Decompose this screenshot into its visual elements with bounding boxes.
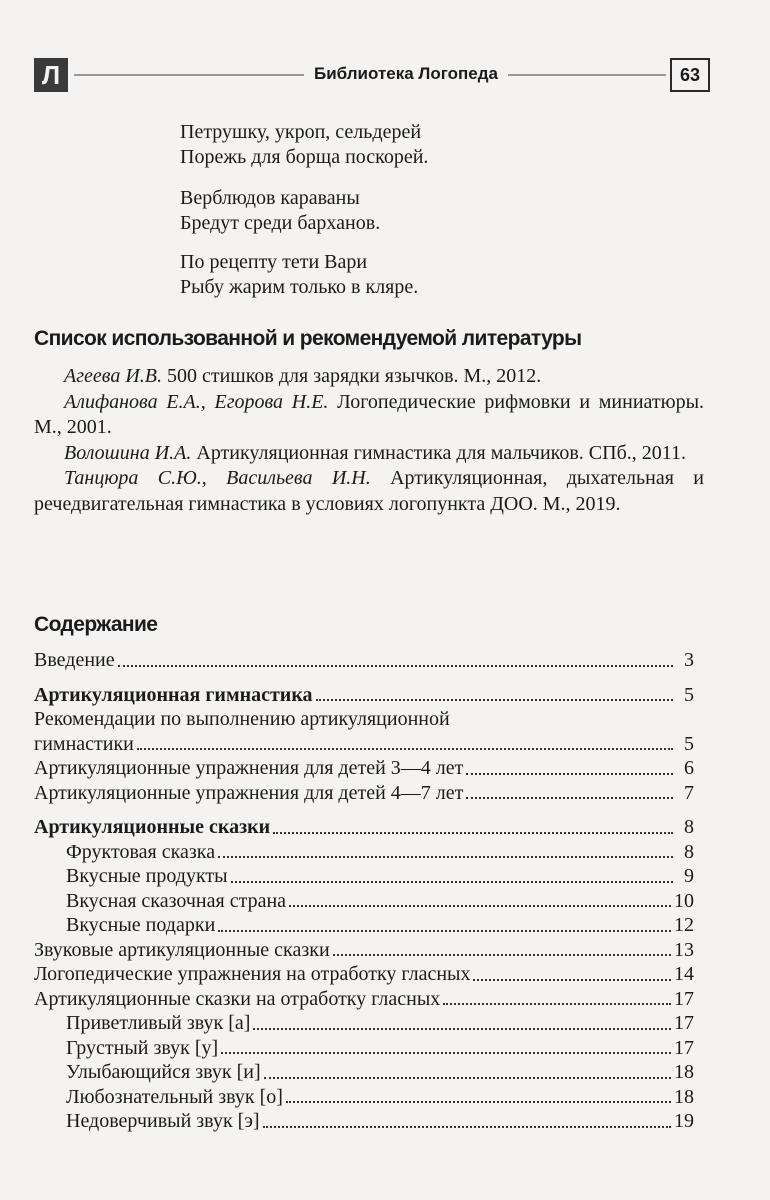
- toc-entry-tasty-land[interactable]: Вкусная сказочная страна 10: [66, 889, 694, 912]
- toc-page: 14: [674, 963, 694, 985]
- page-header: [34, 58, 710, 94]
- reference-text: 500 стишков для зарядки язычков. М., 2012.: [161, 365, 542, 387]
- toc-page: 19: [674, 1110, 694, 1132]
- series-title: Библиотека Логопеда: [304, 62, 508, 86]
- toc-entry-vowel-exercises[interactable]: Логопедические упражнения на отработку гласных 14: [34, 963, 694, 985]
- dot-leader: [218, 929, 671, 932]
- poem-line: Бредут среди барханов.: [180, 212, 381, 234]
- dot-leader: [473, 978, 671, 981]
- toc-entry-sound-i[interactable]: Улыбающийся звук [и] 18: [66, 1061, 694, 1083]
- poem-line: Порежь для борща поскорей.: [180, 146, 429, 168]
- reference-item: [34, 390, 704, 441]
- page-number: 63: [670, 58, 710, 92]
- toc-entry-tasty-products[interactable]: Вкусные продукты 9: [66, 865, 694, 887]
- toc-entry-fruit-tale[interactable]: Фруктовая сказка 8: [66, 840, 694, 863]
- dot-leader: [273, 831, 673, 834]
- table-of-contents: [34, 648, 694, 1134]
- dot-leader: [443, 1002, 671, 1005]
- toc-entry-recommendations[interactable]: Рекомендации по выполнению артикуляционной: [34, 708, 450, 730]
- dot-leader: [286, 1100, 671, 1103]
- toc-page: 13: [674, 938, 694, 961]
- dot-leader: [231, 880, 673, 883]
- toc-page: 7: [684, 781, 694, 804]
- dot-leader: [316, 698, 673, 701]
- dot-leader: [118, 664, 673, 667]
- toc-page: 8: [684, 816, 694, 838]
- poem-line: Петрушку, укроп, сельдерей: [180, 121, 422, 143]
- poem-line: Верблюдов караваны: [180, 187, 360, 209]
- toc-entry-vowel-tales[interactable]: Артикуляционные сказки на отработку гласных 17: [34, 987, 694, 1010]
- dot-leader: [137, 747, 673, 750]
- reference-item: [34, 364, 704, 390]
- toc-entry-exercises-4-7[interactable]: Артикуляционные упражнения для детей 4—7 лет 7: [34, 781, 694, 804]
- reference-text: Артикуляционная гимнастика для мальчиков. СПб., 2011.: [191, 441, 687, 464]
- dot-leader: [253, 1027, 671, 1030]
- toc-entry-sound-a[interactable]: Приветливый звук [а] 17: [66, 1012, 694, 1034]
- toc-entry-articulation-tales[interactable]: Артикуляционные сказки 8: [34, 816, 694, 838]
- toc-page: 17: [674, 1012, 694, 1034]
- toc-entry-articulation-gymnastics[interactable]: Артикуляционная гимнастика 5: [34, 683, 694, 706]
- dot-leader: [333, 953, 671, 956]
- poem-stanza-2: [180, 186, 380, 236]
- poem-stanza-3: [180, 250, 418, 300]
- dot-leader: [221, 1051, 671, 1054]
- toc-entry-recommendations-cont[interactable]: гимнастики 5: [34, 732, 694, 755]
- poem-line: По рецепту тети Вари: [180, 251, 368, 273]
- dot-leader: [289, 904, 671, 907]
- dot-leader: [218, 855, 673, 858]
- dot-leader: [263, 1125, 671, 1128]
- reference-text: Логопедические рифмовки и миниатюры. М., 2001.: [34, 390, 704, 438]
- toc-page: 17: [674, 987, 694, 1010]
- toc-entry-tasty-gifts[interactable]: Вкусные подарки 12: [66, 914, 694, 936]
- toc-page: 10: [674, 889, 694, 912]
- toc-page: 3: [684, 649, 694, 671]
- toc-entry-sound-e[interactable]: Недоверчивый звук [э] 19: [66, 1110, 694, 1132]
- toc-entry-introduction[interactable]: Введение 3: [34, 649, 694, 671]
- reference-authors: Алифанова Е.А., Егорова Н.Е.: [64, 390, 329, 413]
- toc-page: 5: [684, 683, 694, 706]
- dot-leader: [466, 796, 673, 799]
- toc-entry-sound-tales[interactable]: Звуковые артикуляционные сказки 13: [34, 938, 694, 961]
- toc-entry-exercises-3-4[interactable]: Артикуляционные упражнения для детей 3—4 лет 6: [34, 757, 694, 779]
- toc-page: 12: [674, 914, 694, 936]
- reference-authors: Танцюра С.Ю., Васильева И.Н.: [64, 467, 371, 489]
- toc-page: 6: [684, 757, 694, 779]
- references-list: [34, 364, 704, 517]
- reference-authors: Волошина И.А.: [64, 441, 192, 464]
- poem-stanza-1: [180, 120, 428, 170]
- reference-item: [34, 441, 704, 467]
- dot-leader: [466, 772, 673, 775]
- reference-text: Артикуляционная, дыхательная и речедвигательная гимнастика в условиях логопункта ДОО. М., 2019.: [34, 467, 704, 515]
- reference-item: [34, 466, 704, 517]
- reference-authors: Агеева И.В.: [64, 365, 162, 387]
- toc-page: 9: [684, 865, 694, 887]
- toc-page: 8: [684, 840, 694, 863]
- toc-page: 17: [674, 1036, 694, 1059]
- dot-leader: [264, 1076, 671, 1079]
- toc-page: 5: [684, 732, 694, 755]
- toc-heading: Содержание: [34, 613, 158, 636]
- references-heading: Список использованной и рекомендуемой литературы: [34, 327, 582, 350]
- toc-entry-sound-u[interactable]: Грустный звук [у] 17: [66, 1036, 694, 1059]
- series-logo: Л: [34, 58, 68, 92]
- poem-line: Рыбу жарим только в кляре.: [180, 276, 419, 298]
- toc-page: 18: [674, 1085, 694, 1108]
- toc-page: 18: [674, 1061, 694, 1083]
- toc-entry-sound-o[interactable]: Любознательный звук [о] 18: [66, 1085, 694, 1108]
